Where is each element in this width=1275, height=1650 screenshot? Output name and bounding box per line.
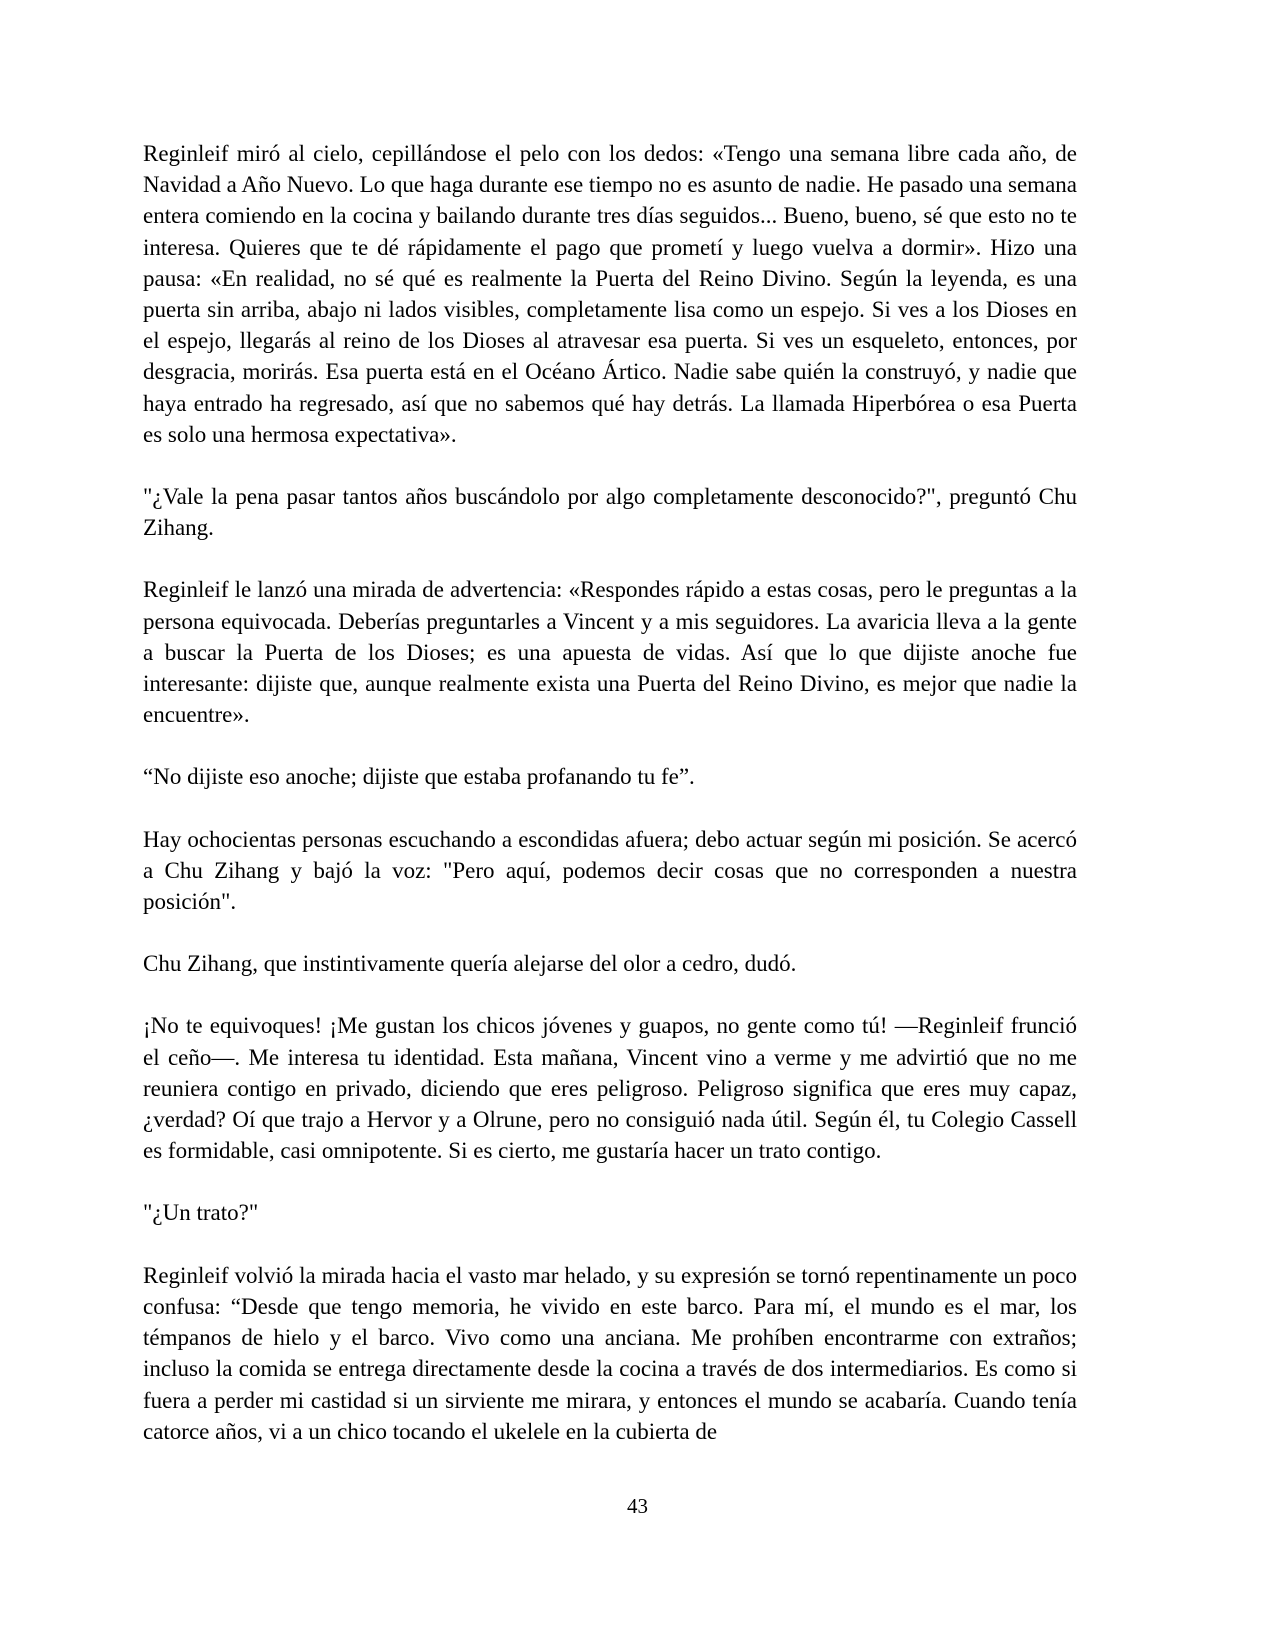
paragraph: Hay ochocientas personas escuchando a escondidas afuera; debo actuar según mi posición. Se acercó a Chu Zihang y bajó la voz: "Pero aquí, podemos decir cosas que no corresponden a nuestra posición". <box>143 826 1077 915</box>
text-body <box>143 138 1077 1478</box>
page-number: 43 <box>627 1494 648 1518</box>
paragraph: Reginleif volvió la mirada hacia el vasto mar helado, y su expresión se tornó repentinamente un poco confusa: “Desde que tengo memoria, he vivido en este barco. Para mí, el mundo es el mar, los témpanos de hielo y el barco. Vivo como una anciana. Me prohíben encontrarme con extraños; incluso la comida se entrega directamente desde la cocina a través de dos intermediarios. Es como si fuera a perder mi castidad si un sirviente me mirara, y entonces el mundo se acabaría. Cuando tenía catorce años, vi a un chico tocando el ukelele en la cubierta de <box>143 1262 1077 1444</box>
paragraph: Chu Zihang, que instintivamente quería alejarse del olor a cedro, dudó. <box>143 951 797 977</box>
paragraph: Reginleif le lanzó una mirada de advertencia: «Respondes rápido a estas cosas, pero le preguntas a la persona equivocada. Deberías preguntarles a Vincent y a mis seguidores. La avaricia lleva a la gente a buscar la Puerta de los Dioses; es una apuesta de vidas. Así que lo que dijiste anoche fue interesante: dijiste que, aunque realmente exista una Puerta del Reino Divino, es mejor que nadie la encuentre». <box>143 577 1077 728</box>
paragraph: Reginleif miró al cielo, cepillándose el pelo con los dedos: «Tengo una semana libre cada año, de Navidad a Año Nuevo. Lo que haga durante ese tiempo no es asunto de nadie. He pasado una semana entera comiendo en la cocina y bailando durante tres días seguidos... Bueno, bueno, sé que esto no te interesa. Quieres que te dé rápidamente el pago que prometí y luego vuelva a dormir». Hizo una pausa: «En realidad, no sé qué es realmente la Puerta del Reino Divino. Según la leyenda, es una puerta sin arriba, abajo ni lados visibles, completamente lisa como un espejo. Si ves a los Dioses en el espejo, llegarás al reino de los Dioses al atravesar esa puerta. Si ves un esqueleto, entonces, por desgracia, morirás. Esa puerta está en el Océano Ártico. Nadie sabe quién la construyó, y nadie que haya entrado ha regresado, así que no sabemos qué hay detrás. La llamada Hiperbórea o esa Puerta es solo una hermosa expectativa». <box>143 141 1077 447</box>
paragraph: “No dijiste eso anoche; dijiste que estaba profanando tu fe”. <box>143 764 695 790</box>
paragraph: "¿Un trato?" <box>143 1200 259 1226</box>
paragraph: "¿Vale la pena pasar tantos años buscándolo por algo completamente desconocido?", preguntó Chu Zihang. <box>143 484 1077 541</box>
paragraph: ¡No te equivoques! ¡Me gustan los chicos jóvenes y guapos, no gente como tú! —Reginleif frunció el ceño—. Me interesa tu identidad. Esta mañana, Vincent vino a verme y me advirtió que no me reuniera contigo en privado, diciendo que eres peligroso. Peligroso significa que eres muy capaz, ¿verdad? Oí que trajo a Hervor y a Olrune, pero no consiguió nada útil. Según él, tu Colegio Cassell es formidable, casi omnipotente. Si es cierto, me gustaría hacer un trato contigo. <box>143 1013 1077 1164</box>
